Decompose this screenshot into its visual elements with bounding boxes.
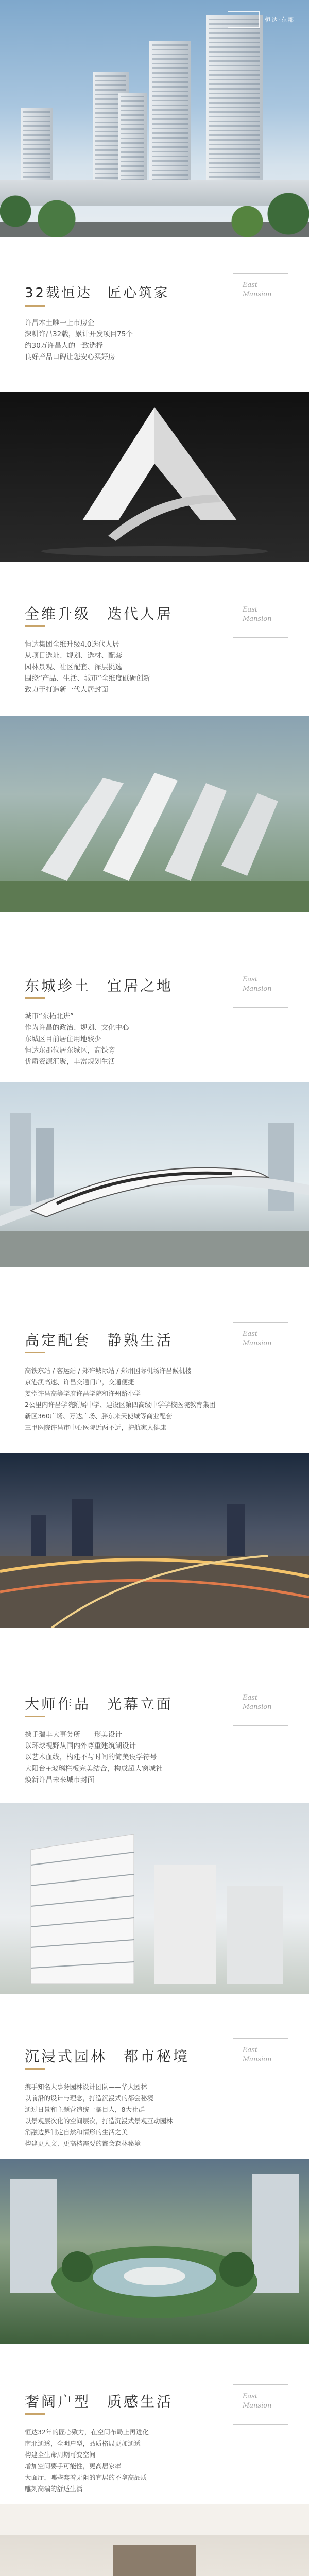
building — [206, 15, 263, 196]
section-brand — [0, 237, 309, 567]
divider — [25, 305, 45, 307]
stamp-badge: East Mansion — [233, 1686, 288, 1726]
section-upgrade — [0, 567, 309, 927]
highway-icon — [0, 1453, 309, 1628]
tree-line — [0, 191, 309, 237]
aerial-render-icon — [0, 716, 309, 912]
brand-logo-icon — [0, 392, 309, 562]
divider — [25, 625, 45, 627]
brand-image — [0, 392, 309, 562]
aerial-render-image — [0, 716, 309, 912]
section-body: 许昌本土唯一上市房企 深耕许昌32载，累计开发项目75个 约30万许昌人的一致选择 良好产品口碑让您安心买好房 — [25, 319, 133, 361]
section-title: 奢阔户型 质感生活 — [25, 2393, 174, 2410]
section-floorplan — [0, 2354, 309, 2576]
divider — [25, 1716, 45, 1717]
stamp-badge: East Mansion — [233, 1322, 288, 1362]
stamp-badge: East Mansion — [233, 598, 288, 638]
brand-logo-icon — [228, 11, 260, 28]
section-body: 携手瑞丰大事务所——形美设计 以环球视野从国内外尊重建筑潮设计 以艺术血线，构建不与时间的简美设学符号 大阳台+玻璃栏板完美结合，构成超大窗城社 焕新许昌未来城市封面 — [25, 1731, 163, 1784]
section-title: 32载恒达 匠心筑家 — [25, 285, 170, 301]
divider — [25, 2068, 45, 2070]
interior-image — [0, 2504, 309, 2576]
section-amenities — [0, 1288, 309, 1649]
section-title: 大师作品 光幕立面 — [25, 1696, 174, 1713]
section-body: 城市“东拓北进” 作为许昌的政治、规划、文化中心 东城区目前居住用地较少 恒达东郡位居东城区，高铁旁 优质资源汇聚，丰富规划生活 — [25, 1012, 129, 1066]
train-icon — [0, 1082, 309, 1267]
divider — [25, 2413, 45, 2415]
section-body: 携手知名大事务园林设计团队——华大园林 以前沿的设计与理念，打造沉浸式的都会秘境 通过日景和主题营造统一瞩目人，8大社群 以景观层次化的空间层次，打造沉浸式景观互动园林 消融边界制定自然和情形的生活之美 构建更人文、更高档需要的都会森林秘境 — [25, 2083, 173, 2147]
railway-image — [0, 1082, 309, 1267]
section-garden — [0, 2004, 309, 2354]
section-facade — [0, 1649, 309, 2004]
divider — [25, 1352, 45, 1353]
section-title: 东城珍土 宜居之地 — [25, 977, 174, 994]
facade-image — [0, 1803, 309, 1994]
stamp-badge: East Mansion — [233, 968, 288, 1008]
interior-icon — [0, 2504, 309, 2576]
divider — [25, 997, 45, 999]
section-body: 恒达集团全维升级4.0迭代人居 从项目选址、规划、选材、配套 园林景观、社区配套、深层挑选 围绕“产品、生活、城市”全维度砥砺创新 致力于打造新一代人居封面 — [25, 640, 150, 694]
facade-icon — [0, 1803, 309, 1994]
hero-banner — [0, 0, 309, 237]
stamp-badge: East Mansion — [233, 2038, 288, 2078]
garden-icon — [0, 2159, 309, 2344]
stamp-badge: East Mansion — [233, 273, 288, 313]
garden-image — [0, 2159, 309, 2344]
section-body: 高铁东站 / 客运站 / 郑许城际站 / 郑州国际机场许昌候机楼 京港澳高速、许昌交通门户，交通便捷 姜堂许昌高等学府许昌学院和许州路小学 2公里内许昌学院附属中学、建设区第四高级中学学校医院教育集团 新区360广场、万达广场、胖东来天使城等商业配套 三甲医院许昌市中心医院近两不远，护航家人健康 — [25, 1367, 216, 1431]
brand-logo: 恒达·东郡 — [265, 16, 295, 23]
section-title: 全维升级 迭代人居 — [25, 605, 174, 622]
building — [149, 41, 191, 196]
night-city-image — [0, 1453, 309, 1628]
section-title: 高定配套 静熟生活 — [25, 1332, 174, 1349]
section-body: 恒达32年的匠心致力，在空间布局上再进化 南北通透，全明户型，品质格局更加通透 构建全生命周期可变空间 增加空间要手可能性，更高居家率 大面厅，哪些套着无阻的宜居的不拿高品质 雕刻高端的舒适生活 — [25, 2428, 149, 2493]
stamp-badge: East Mansion — [233, 2384, 288, 2425]
section-location — [0, 927, 309, 1288]
section-title: 沉浸式园林 都市秘境 — [25, 2048, 190, 2065]
